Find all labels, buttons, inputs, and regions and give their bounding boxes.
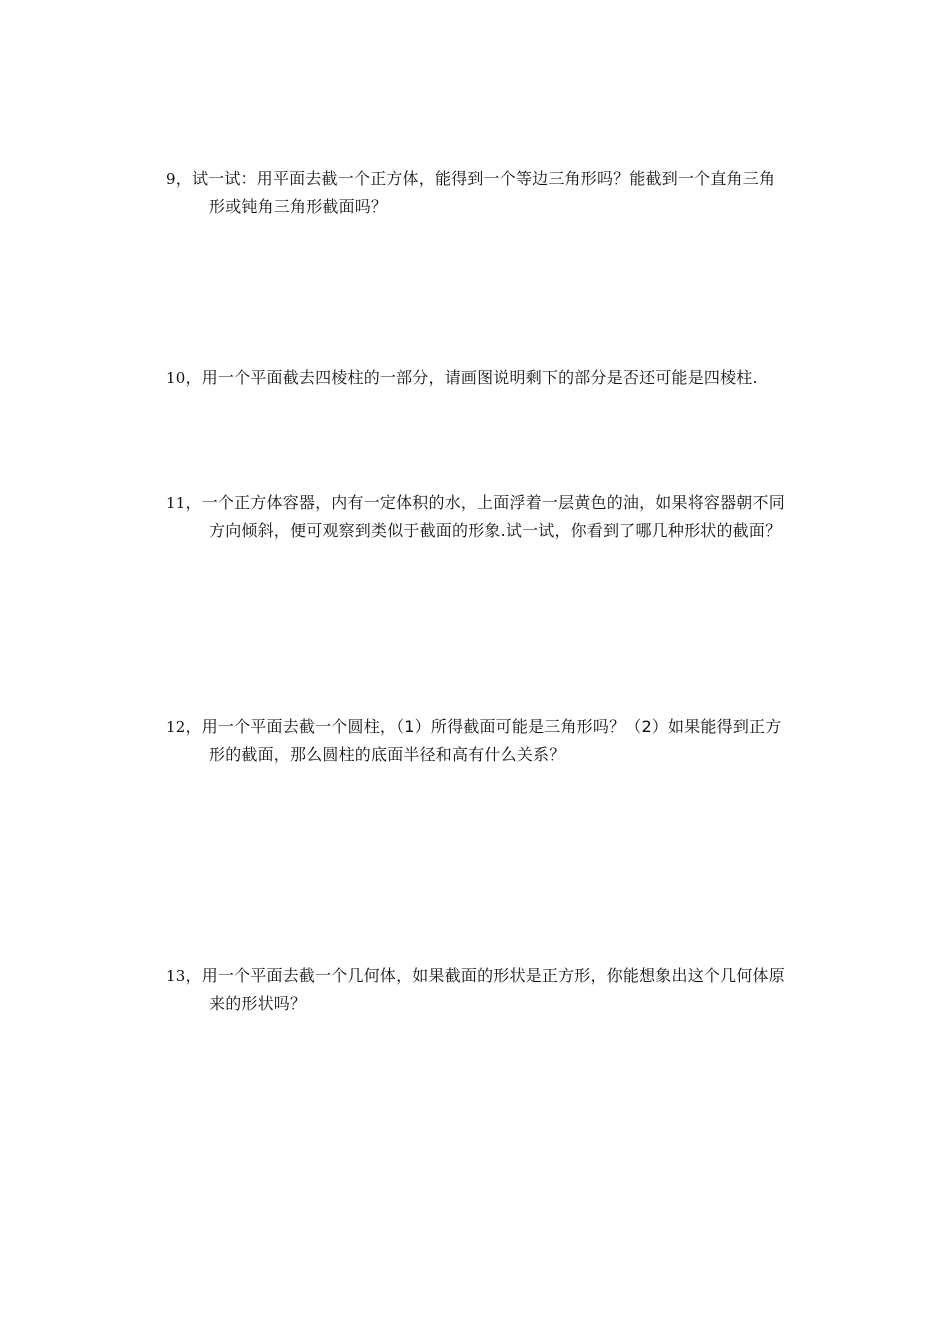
question-10-number: 10 [166, 369, 186, 387]
question-10-line-1 [166, 364, 811, 392]
question-13-text: ，用一个平面去截一个几何体，如果截面的形状是正方形，你能想象出这个几何体原 [185, 966, 785, 985]
question-12-number: 12 [166, 718, 186, 736]
question-11-line-2: 方向倾斜，便可观察到类似于截面的形象.试一试，你看到了哪几种形状的截面？ [209, 521, 782, 540]
question-10 [166, 364, 811, 392]
question-9-text: ，试一试：用平面去截一个正方体，能得到一个等边三角形吗？能截到一个直角三角 [175, 169, 776, 188]
question-13 [166, 962, 811, 1017]
question-9-number: 9 [166, 170, 176, 188]
question-11 [166, 489, 811, 544]
question-13-number: 13 [166, 967, 186, 985]
question-12-line-2: 形的截面，那么圆柱的底面半径和高有什么关系？ [209, 745, 566, 764]
question-11-line-1 [166, 489, 811, 517]
question-10-text: ，用一个平面截去四棱柱的一部分，请画图说明剩下的部分是否还可能是四棱柱. [185, 368, 758, 387]
question-13-line-2: 来的形状吗？ [209, 994, 307, 1013]
question-9-line-1 [166, 165, 811, 193]
question-11-text: ，一个正方体容器，内有一定体积的水，上面浮着一层黄色的油，如果将容器朝不同 [185, 493, 785, 512]
question-11-number: 11 [166, 494, 186, 512]
question-12-line-1 [166, 713, 811, 741]
question-12-text: ，用一个平面去截一个圆柱，（1）所得截面可能是三角形吗？（2）如果能得到正方 [185, 717, 782, 736]
question-13-line-1 [166, 962, 811, 990]
question-9-line-2: 形或钝角三角形截面吗？ [209, 197, 388, 216]
question-12 [166, 713, 811, 768]
question-9 [166, 165, 811, 220]
